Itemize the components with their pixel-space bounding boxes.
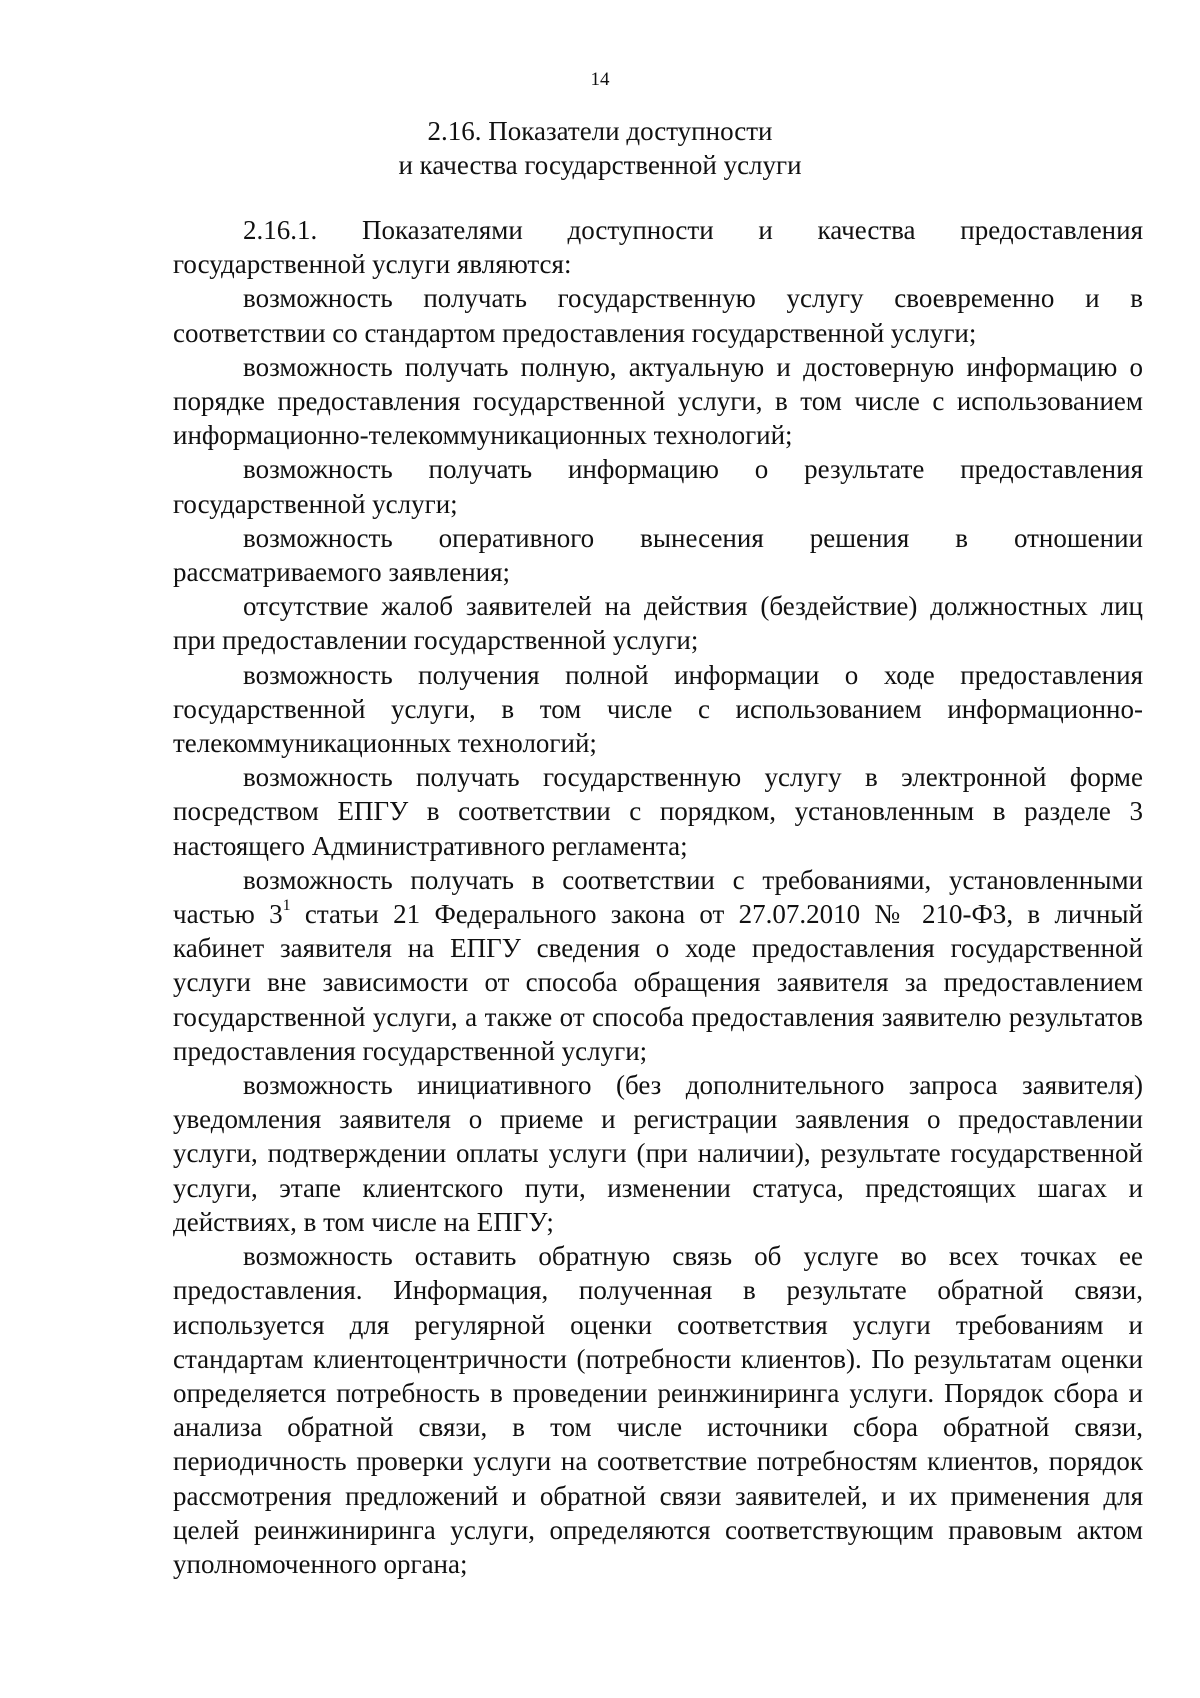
paragraph-item: возможность инициативного (без дополнительного запроса заявителя) уведомления заявителя о приеме и регистрации заявления о предоставлении услуги, подтверждении оплаты услуги (при наличии), результате государственной услуги, этапе клиентского пути, изменении статуса, предстоящих шагах и действиях, в том числе на ЕПГУ; xyxy=(173,1070,1143,1237)
document-body xyxy=(173,213,1143,1581)
paragraph-item: возможность получать информацию о результате предоставления государственной услуги; xyxy=(173,454,1143,519)
paragraph-item: отсутствие жалоб заявителей на действия (бездействие) должностных лиц при предоставлении государственной услуги; xyxy=(173,591,1143,656)
section-heading-line-2: и качества государственной услуги xyxy=(398,150,802,180)
paragraph-item: возможность оперативного вынесения решения в отношении рассматриваемого заявления; xyxy=(173,522,1143,588)
paragraph-item: возможность получать государственную услугу своевременно и в соответствии со стандартом предоставления государственной услуги; xyxy=(173,283,1143,348)
paragraph-item-federal-law xyxy=(173,863,1143,1068)
paragraph-intro: 2.16.1. Показателями доступности и качества предоставления государственной услуги являются: xyxy=(173,215,1143,280)
paragraph-item: возможность получать государственную услугу в электронной форме посредством ЕПГУ в соответствии с порядком, установленным в разделе 3 настоящего Административного регламента; xyxy=(173,762,1143,861)
page-number: 14 xyxy=(590,69,610,90)
paragraph-item: возможность получать полную, актуальную и достоверную информацию о порядке предоставления государственной услуги, в том числе с использованием информационно-телекоммуникационных технологий; xyxy=(173,351,1143,451)
paragraph-text-after-superscript: статьи 21 Федерального закона от 27.07.2010 № 210-ФЗ, в личный кабинет заявителя на ЕПГУ сведения о ходе предоставления государственной услуги вне зависимости от способа обращения заявителя за предоставлением государственной услуги, а также от способа предоставления заявителю результатов предоставления государственной услуги; xyxy=(173,899,1143,1066)
section-heading-line-1: 2.16. Показатели доступности xyxy=(427,116,773,146)
paragraph-item: возможность оставить обратную связь об услуге во всех точках ее предоставления. Информация, полученная в результате обратной связи, используется для регулярной оценки соответствия услуги требованиям и стандартам клиентоцентричности (потребности клиентов). По результатам оценки определяется потребность в проведении реинжиниринга услуги. Порядок сбора и анализа обратной связи, в том числе источники сбора обратной связи, периодичность проверки услуги на соответствие потребностям клиентов, порядок рассмотрения предложений и обратной связи заявителей, и их применения для целей реинжиниринга услуги, определяются соответствующим правовым актом уполномоченного органа; xyxy=(173,1241,1143,1579)
paragraph-text-before-superscript: возможность получать в соответствии с требованиями, установленными частью 3 xyxy=(173,864,1143,930)
superscript-part-number: 1 xyxy=(282,897,291,915)
section-heading xyxy=(0,114,1200,182)
paragraph-item: возможность получения полной информации о ходе предоставления государственной услуги, в том числе с использованием информационно-телекоммуникационных технологий; xyxy=(173,659,1143,759)
